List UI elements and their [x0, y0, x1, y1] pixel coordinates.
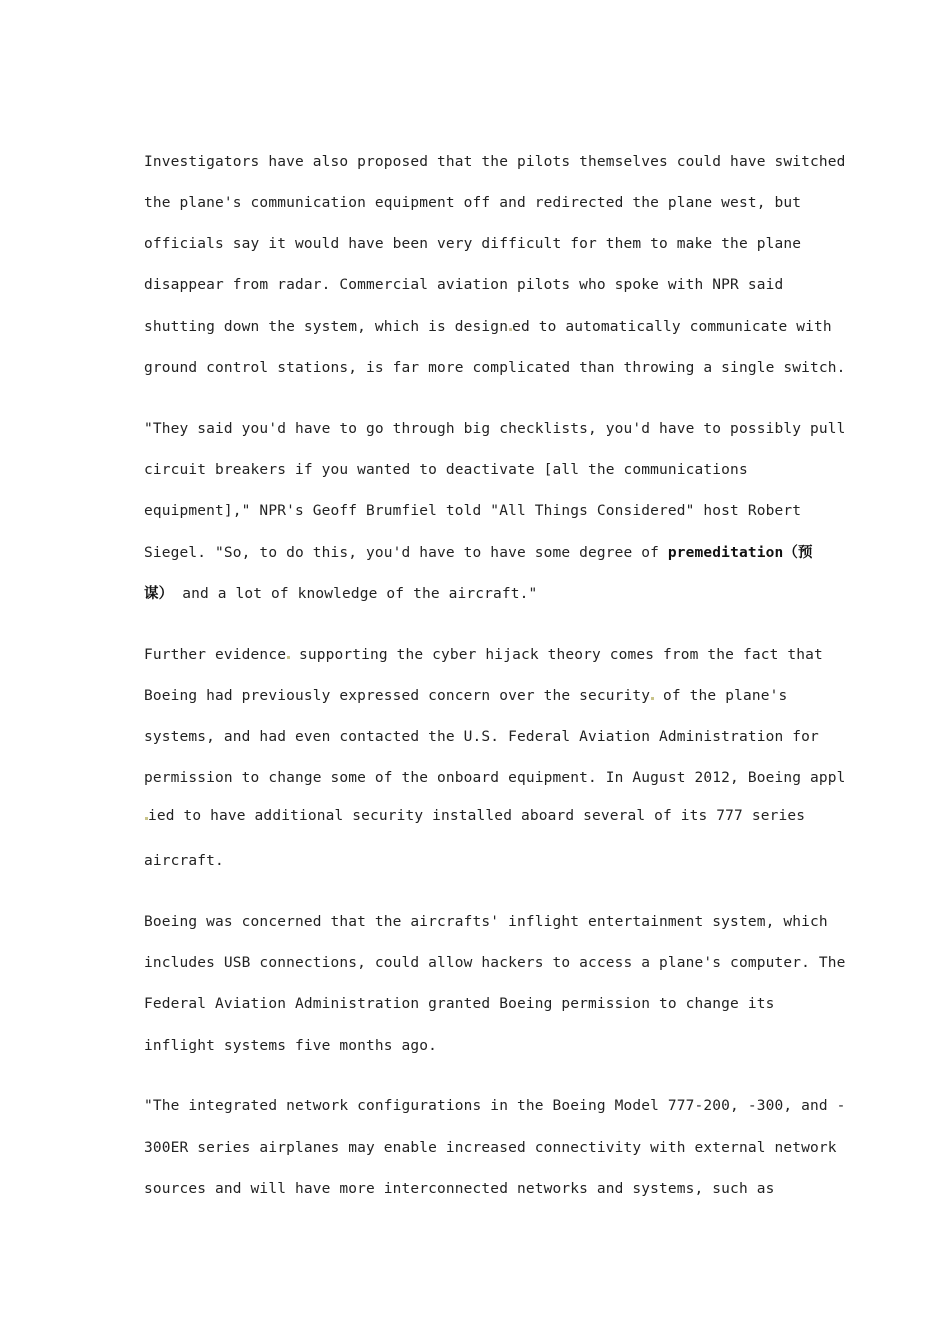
text-line: [144, 544, 813, 562]
text-line: [144, 807, 805, 825]
text-segment: ed to automatically communicate with: [512, 319, 832, 335]
text-line: the plane's communication equipment off and redirected the plane west, but: [144, 195, 802, 211]
text-segment: ied to have additional security installed aboard several of its 777 series: [148, 808, 806, 824]
text-line: aircraft.: [144, 853, 224, 869]
text-segment: shutting down the system, which is design: [144, 319, 509, 335]
text-line: [144, 687, 787, 705]
glossary-term: 谋）: [144, 586, 174, 602]
text-line: disappear from radar. Commercial aviation pilots who spoke with NPR said: [144, 277, 784, 293]
text-line: Boeing was concerned that the aircrafts' inflight entertainment system, which: [144, 914, 828, 930]
text-line: [144, 646, 823, 664]
text-line: systems, and had even contacted the U.S. Federal Aviation Administration for: [144, 729, 819, 745]
text-segment: Boeing had previously expressed concern over the security: [144, 688, 651, 704]
text-line: ground control stations, is far more complicated than throwing a single switch.: [144, 360, 846, 376]
text-line: inflight systems five months ago.: [144, 1038, 438, 1054]
text-segment: of the plane's: [654, 688, 788, 704]
text-line: [144, 585, 537, 603]
text-line: Federal Aviation Administration granted Boeing permission to change its: [144, 996, 775, 1012]
glossary-term: premeditation（预: [667, 545, 813, 561]
text-line: permission to change some of the onboard equipment. In August 2012, Boeing appl: [144, 770, 846, 786]
text-line: includes USB connections, could allow hackers to access a plane's computer. The: [144, 955, 846, 971]
text-line: 300ER series airplanes may enable increased connectivity with external network: [144, 1140, 837, 1156]
text-line: Investigators have also proposed that the pilots themselves could have switched: [144, 154, 846, 170]
text-line: circuit breakers if you wanted to deactivate [all the communications: [144, 462, 748, 478]
text-segment: Siegel. "So, to do this, you'd have to have some degree of: [144, 545, 668, 561]
text-line: sources and will have more interconnected networks and systems, such as: [144, 1181, 775, 1197]
text-line: "They said you'd have to go through big checklists, you'd have to possibly pull: [144, 421, 846, 437]
text-segment: Further evidence: [144, 647, 287, 663]
text-line: officials say it would have been very difficult for them to make the plane: [144, 236, 802, 252]
text-line: equipment]," NPR's Geoff Brumfiel told "All Things Considered" host Robert: [144, 503, 802, 519]
text-line: [144, 318, 832, 336]
text-line: "The integrated network configurations in the Boeing Model 777-200, -300, and -: [144, 1098, 846, 1114]
text-segment: and a lot of knowledge of the aircraft.": [173, 586, 538, 602]
text-segment: supporting the cyber hijack theory comes from the fact that: [290, 647, 823, 663]
